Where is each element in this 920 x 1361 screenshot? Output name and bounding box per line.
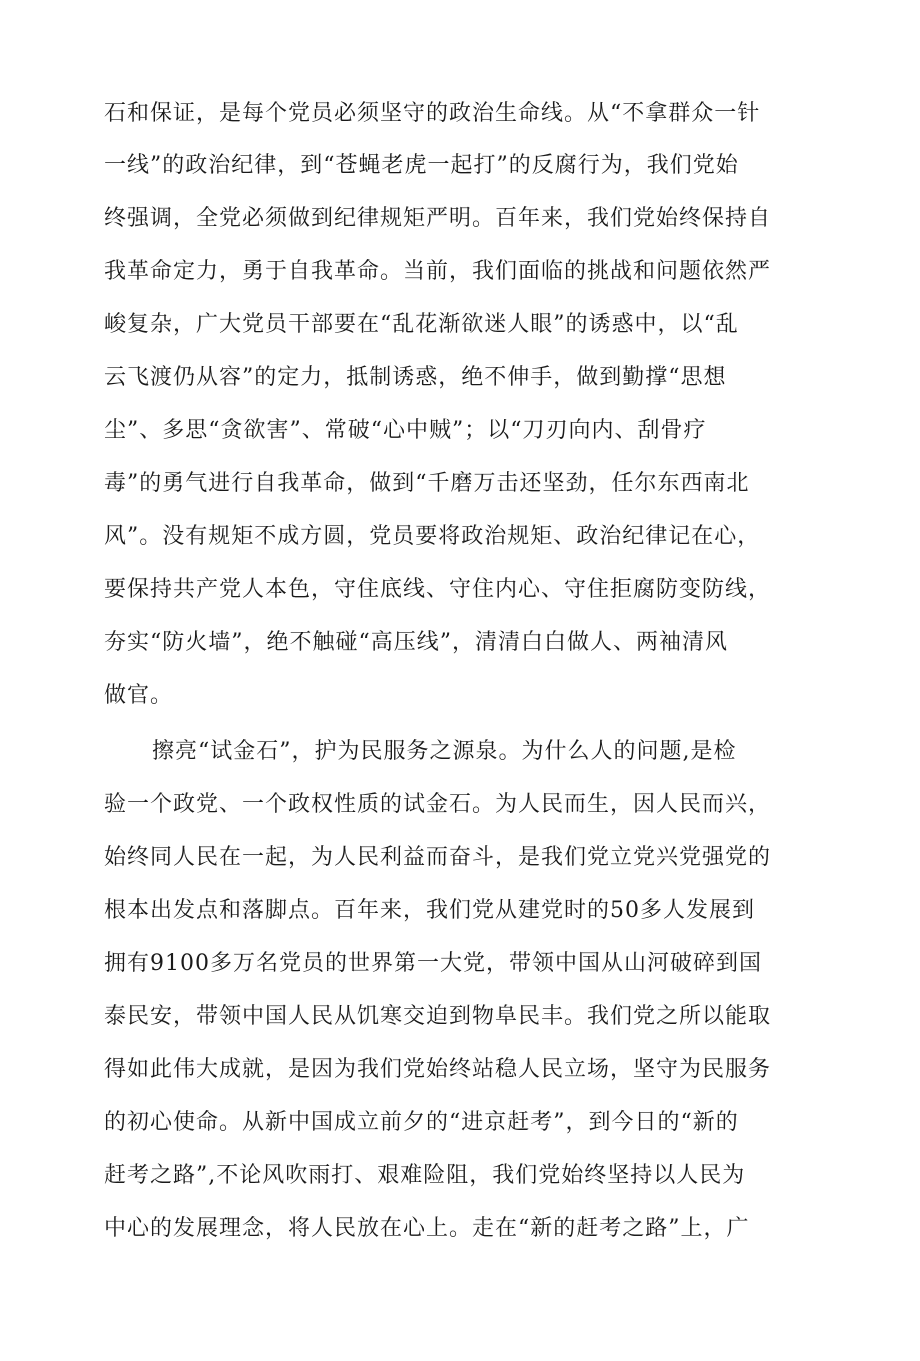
paragraph-line: 峻复杂，广大党员干部要在“乱花渐欲迷人眼”的诱惑中，以“乱 (104, 312, 739, 337)
paragraph-line: 云飞渡仍从容”的定力，抵制诱惑，绝不伸手，做到勤撑“思想 (104, 365, 727, 390)
paragraph-line: 风”。没有规矩不成方圆，党员要将政治规矩、政治纪律记在心， (104, 524, 761, 549)
paragraph-line: 我革命定力，勇于自我革命。当前，我们面临的挑战和问题依然严 (104, 259, 772, 284)
paragraph-line: 始终同人民在一起，为人民利益而奋斗，是我们党立党兴党强党的 (104, 845, 772, 870)
paragraph-line: 做官。 (104, 683, 174, 708)
paragraph-line: 夯实“防火墙”，绝不触碰“高压线”，清清白白做人、两袖清风 (104, 630, 728, 655)
paragraph-line: 要保持共产党人本色，守住底线、守住内心、守住拒腐防变防线， (104, 577, 772, 602)
paragraph-line: 得如此伟大成就，是因为我们党始终站稳人民立场，坚守为民服务 (104, 1057, 772, 1082)
paragraph-line: 的初心使命。从新中国成立前夕的“进京赶考”，到今日的“新的 (104, 1110, 739, 1135)
paragraph-line: 根本出发点和落脚点。百年来，我们党从建党时的50多人发展到 (104, 898, 755, 923)
paragraph-line: 终强调，全党必须做到纪律规矩严明。百年来，我们党始终保持自 (104, 206, 772, 231)
paragraph-line: 一线”的政治纪律，到“苍蝇老虎一起打”的反腐行为，我们党始 (104, 153, 739, 178)
paragraph-line: 尘”、多思“贪欲害”、常破“心中贼”；以“刀刃向内、刮骨疗 (104, 418, 707, 443)
paragraph-line: 拥有9100多万名党员的世界第一大党，带领中国从山河破碎到国 (104, 951, 762, 976)
paragraph-line: 验一个政党、一个政权性质的试金石。为人民而生，因人民而兴， (104, 792, 772, 817)
paragraph-line: 石和保证，是每个党员必须坚守的政治生命线。从“不拿群众一针 (104, 101, 761, 126)
paragraph-line: 泰民安，带领中国人民从饥寒交迫到物阜民丰。我们党之所以能取 (104, 1004, 772, 1029)
paragraph-line: 擦亮“试金石”，护为民服务之源泉。为什么人的问题,是检 (152, 739, 737, 764)
paragraph-line: 毒”的勇气进行自我革命，做到“千磨万击还坚劲，任尔东西南北 (104, 471, 750, 496)
paragraph-line: 中心的发展理念，将人民放在心上。走在“新的赶考之路”上，广 (104, 1216, 750, 1241)
paragraph-line: 赶考之路”,不论风吹雨打、艰难险阻，我们党始终坚持以人民为 (104, 1163, 746, 1188)
